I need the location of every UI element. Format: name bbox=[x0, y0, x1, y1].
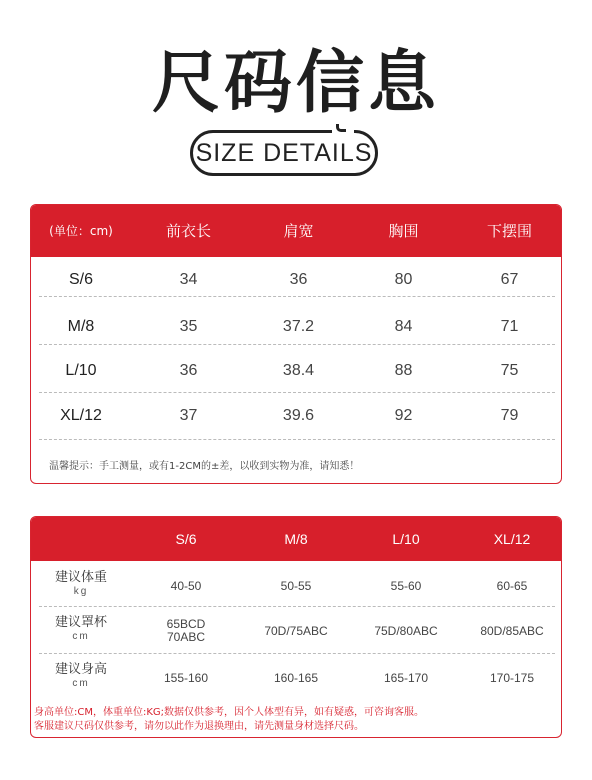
row-label: 建议罩杯 bbox=[54, 615, 107, 630]
size-label: XL/12 bbox=[60, 407, 102, 424]
table-cell: 79 bbox=[500, 407, 519, 424]
table-cell: 35 bbox=[179, 318, 198, 335]
table-cell: 155-160 bbox=[163, 671, 209, 685]
header-front-length: 前衣长 bbox=[165, 222, 211, 240]
table-cell: 34 bbox=[179, 271, 198, 288]
measurement-note: 温馨提示：手工测量，或有1-2CM的±差，以收到实物为准，请知悉！ bbox=[49, 461, 360, 472]
page-title: 尺码信息 bbox=[151, 44, 440, 123]
row-divider bbox=[39, 439, 555, 440]
table-row bbox=[31, 348, 562, 394]
table-cell: 160-165 bbox=[273, 671, 319, 685]
table-cell: 38.4 bbox=[282, 362, 315, 379]
table-cell: 70D/75ABC bbox=[264, 624, 328, 638]
table-cell: 36 bbox=[179, 362, 198, 379]
row-unit: kg bbox=[73, 586, 89, 597]
header-empty bbox=[31, 517, 131, 561]
table-cell: 88 bbox=[394, 362, 413, 379]
size-label: L/10 bbox=[65, 362, 97, 379]
table-cell: 80D/85ABC bbox=[480, 624, 544, 638]
table-row bbox=[31, 655, 562, 701]
size-label: S/6 bbox=[68, 271, 93, 288]
header-hem: 下摆围 bbox=[486, 222, 532, 240]
cup-line: 70ABC bbox=[166, 630, 206, 644]
row-divider bbox=[39, 653, 555, 654]
row-label: 建议身高 bbox=[54, 662, 107, 677]
table-cell: 84 bbox=[394, 318, 413, 335]
table-cell: 37.2 bbox=[282, 318, 315, 335]
table-row bbox=[31, 563, 562, 609]
row-label-height bbox=[31, 655, 131, 701]
recommendation-table bbox=[30, 516, 562, 738]
table-cell: 40-50 bbox=[170, 579, 202, 593]
row-unit: cm bbox=[72, 678, 90, 689]
header-size-l: L/10 bbox=[392, 531, 420, 547]
size-details-badge bbox=[190, 130, 382, 178]
table-cell: 80 bbox=[394, 271, 413, 288]
disclaimer-line-2: 客服建议尺码仅供参考，请勿以此作为退换理由，请先测量身材选择尺码。 bbox=[34, 721, 364, 732]
table-cell: 75D/80ABC bbox=[374, 624, 438, 638]
row-label-weight bbox=[31, 563, 131, 609]
header-size-m: M/8 bbox=[284, 531, 308, 547]
table-cell: 71 bbox=[500, 318, 519, 335]
table-cell: 170-175 bbox=[489, 671, 535, 685]
table-cell: 60-65 bbox=[496, 579, 528, 593]
page-subtitle: SIZE DETAILS bbox=[195, 139, 373, 167]
table-cell: 55-60 bbox=[390, 579, 422, 593]
measurement-table bbox=[30, 204, 562, 484]
table-cell: 75 bbox=[500, 362, 519, 379]
table-cell: 36 bbox=[289, 271, 308, 288]
header-chest: 胸围 bbox=[388, 222, 419, 240]
header-size-xl: XL/12 bbox=[493, 531, 531, 547]
table-cell-cup-small bbox=[131, 608, 241, 654]
row-divider bbox=[39, 606, 555, 607]
table-cell: 50-55 bbox=[280, 579, 312, 593]
table-cell: 67 bbox=[500, 271, 519, 288]
cup-line: 65BCD bbox=[166, 617, 206, 631]
row-divider bbox=[39, 296, 555, 297]
table-row bbox=[31, 393, 562, 439]
size-label: M/8 bbox=[67, 318, 95, 335]
table-cell: 39.6 bbox=[282, 407, 315, 424]
row-unit: cm bbox=[72, 631, 90, 642]
measurement-table-header bbox=[31, 205, 562, 257]
table-cell: 37 bbox=[179, 407, 198, 424]
row-label-cup bbox=[31, 608, 131, 654]
header-size-s: S/6 bbox=[175, 531, 197, 547]
table-row bbox=[31, 608, 562, 654]
header-shoulder-width: 肩宽 bbox=[283, 222, 314, 240]
table-cell: 92 bbox=[394, 407, 413, 424]
recommendation-table-header bbox=[31, 517, 562, 561]
row-label: 建议体重 bbox=[54, 570, 107, 585]
header-unit: (单位：cm) bbox=[49, 224, 113, 238]
row-divider bbox=[39, 344, 555, 345]
disclaimer-line-1: 身高单位:CM，体重单位:KG;数据仅供参考，因个人体型有异，如有疑惑，可咨询客服。 bbox=[34, 707, 425, 718]
table-cell: 165-170 bbox=[383, 671, 429, 685]
